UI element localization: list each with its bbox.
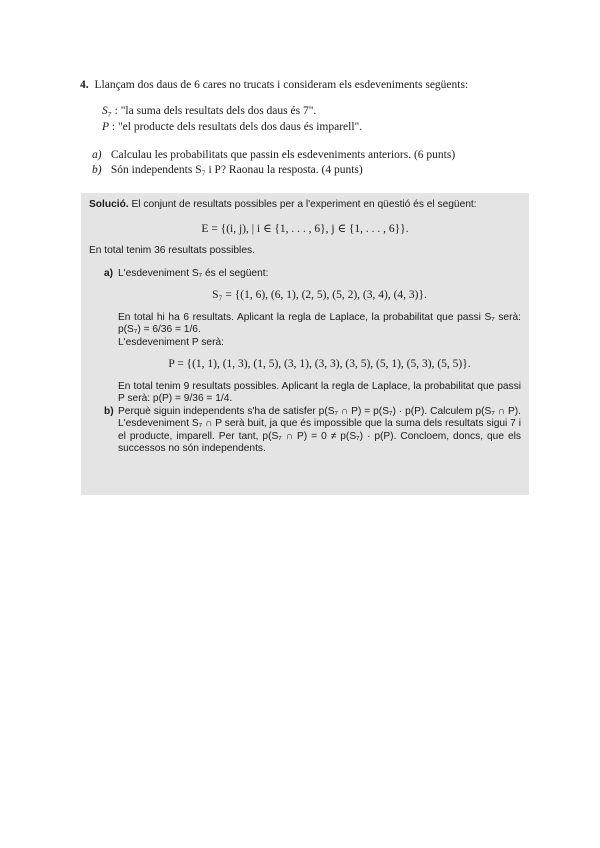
- problem-statement: [82, 78, 552, 178]
- solution-part-a-label: a): [104, 267, 114, 279]
- part-b-text: Són independents S₇ i P? Raonau la resposta. (4 punts): [110, 164, 363, 176]
- solution-part-a: [104, 268, 521, 406]
- event-s7-intro: L'esdeveniment S₇ és el següent:: [118, 267, 269, 279]
- event-s7-definition: [102, 104, 552, 118]
- part-a: [92, 148, 552, 162]
- sample-space-formula: E = {(i, j), | i ∈ {1, . . . , 6}, j ∈ {1, . . . , 6}}.: [201, 222, 409, 235]
- event-p-set: P = {(1, 1), (1, 3), (1, 5), (3, 1), (3, 3), (3, 5), (5, 1), (5, 3), (5, 5)}.: [168, 358, 471, 370]
- problem-parts: [92, 148, 552, 177]
- event-p-definition: [102, 120, 552, 134]
- problem-heading: [80, 78, 552, 92]
- part-a-label: a): [92, 149, 102, 161]
- solution-part-b-label: b): [104, 405, 114, 417]
- event-s7-text: : "la suma dels resultats dels dos daus és 7".: [114, 105, 317, 117]
- solution-heading: Solució.: [89, 199, 129, 210]
- solution-items: [89, 268, 521, 456]
- solution-part-b: [104, 406, 521, 456]
- part-b-label: b): [92, 164, 102, 176]
- event-s7-set: S₇ = {(1, 6), (6, 1), (2, 5), (5, 2), (3, 4), (4, 3)}.: [212, 289, 427, 301]
- part-b: [92, 163, 552, 177]
- event-p-intro: L'esdeveniment P serà:: [118, 336, 224, 348]
- solution-box: [81, 193, 529, 495]
- laplace-p: En total tenim 9 resultats possibles. Aplicant la regla de Laplace, la probabilitat que passi P serà: p(P) = 9/36 = 1/4.: [118, 380, 521, 404]
- total-outcomes: En total tenim 36 resultats possibles.: [89, 245, 255, 256]
- event-s7-symbol: S₇: [102, 105, 112, 117]
- event-p-text: : "el producte dels resultats dels dos daus és imparell".: [111, 121, 363, 133]
- solution-intro: [89, 199, 521, 212]
- part-a-text: Calculau les probabilitats que passin els esdeveniments anteriors. (6 punts): [110, 149, 456, 161]
- solution-intro-text: El conjunt de resultats possibles per a l'experiment en qüestió és el següent:: [131, 199, 477, 210]
- problem-number: 4.: [80, 79, 89, 91]
- laplace-s7: En total hi ha 6 resultats. Aplicant la regla de Laplace, la probabilitat que passi S₇ serà: p(S₇) = 6/36 = 1/6.: [118, 311, 521, 335]
- independence-argument: Perquè siguin independents s'ha de satisfer p(S₇ ∩ P) = p(S₇) · p(P). Calculem p(S₇ ∩ P). L'esdeveniment S₇ ∩ P serà buit, ja que és impossible que la suma dels resultats sigui 7 i el producte, imparell. Per tant, p(S₇ ∩ P) = 0 ≠ p(S₇) · p(P). Concloem, doncs, que els successos no són independents.: [118, 405, 521, 454]
- event-p-symbol: P: [102, 121, 110, 133]
- event-definitions: [102, 104, 552, 134]
- problem-text: Llançam dos daus de 6 cares no trucats i consideram els esdeveniments següents:: [94, 79, 469, 91]
